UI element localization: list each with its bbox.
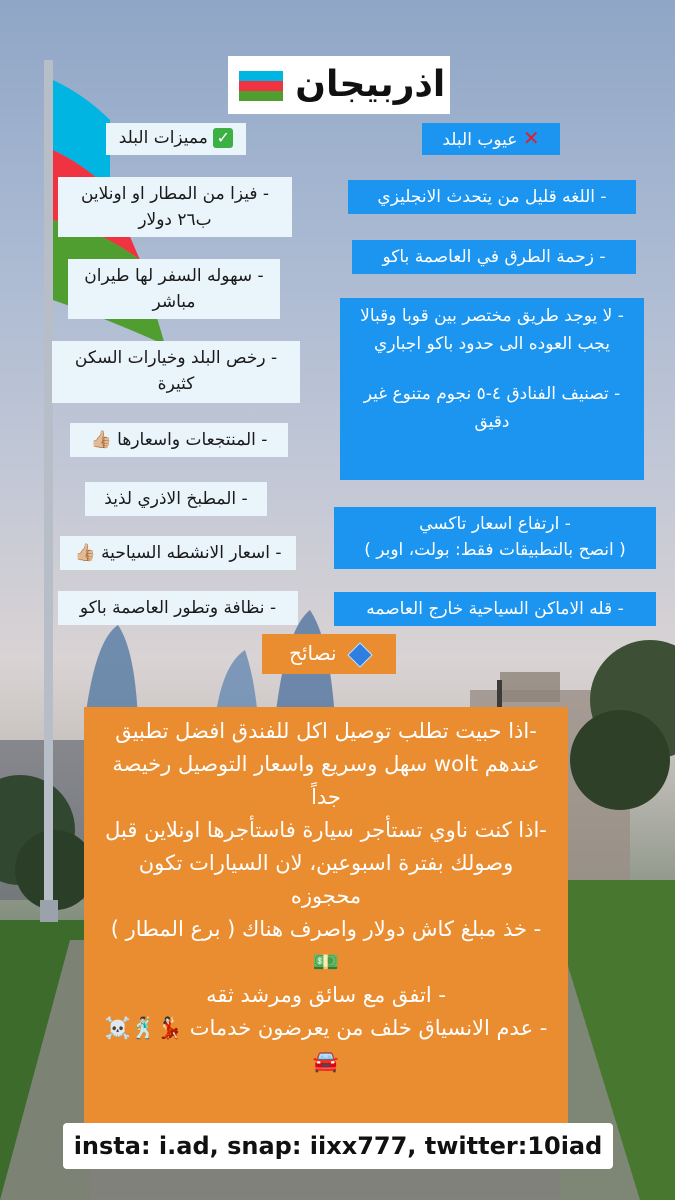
pro-item: - اسعار الانشطه السياحية 👍🏼: [60, 536, 296, 570]
cons-header-label: عيوب البلد: [442, 130, 518, 150]
con-item-text: - لا يوجد طريق مختصر بين قوبا وقبالا يجب العوده الى حدود باكو اجباري: [360, 306, 624, 354]
country-title: اذربيجان: [295, 64, 446, 105]
tips-box: [84, 707, 568, 1123]
con-item-text: ( انصح بالتطبيقات فقط: بولت، اوبر ): [364, 540, 626, 560]
con-item: - قله الاماكن السياحية خارج العاصمه: [334, 592, 656, 626]
pro-item: - نظافة وتطور العاصمة باكو: [58, 591, 298, 625]
cons-header: [422, 123, 560, 155]
con-item: - اللغه قليل من يتحدث الانجليزي: [348, 180, 636, 214]
con-item-text: - ارتفاع اسعار تاكسي: [419, 514, 571, 534]
tips-header-label: نصائح: [289, 641, 337, 665]
con-item: - زحمة الطرق في العاصمة باكو: [352, 240, 636, 274]
tip-item: -اذا حبيت تطلب توصيل اكل للفندق افضل تطبيق عندهم wolt سهل وسريع واسعار التوصيل رخيصة جداً: [112, 719, 540, 809]
check-mark-icon: ✓: [213, 128, 233, 148]
cross-mark-icon: ✕: [522, 126, 540, 150]
social-handles-text: insta: i.ad, snap: iixx777, twitter:10iad: [73, 1132, 603, 1160]
azerbaijan-flag-icon: [239, 71, 283, 101]
tip-item: - اتفق مع سائق ومرشد ثقه: [206, 983, 446, 1007]
pro-item: - رخص البلد وخيارات السكن كثيرة: [52, 341, 300, 403]
con-item: [334, 507, 656, 569]
pro-item: - سهوله السفر لها طيران مباشر: [68, 259, 280, 319]
pro-item: - المنتجعات واسعارها 👍🏼: [70, 423, 288, 457]
tips-header: [262, 634, 396, 674]
tip-item: -اذا كنت ناوي تستأجر سيارة فاستأجرها اونلاين قبل وصولك بفترة اسبوعين، لان السيارات تكون محجوزه: [105, 818, 547, 908]
tip-item: - خذ مبلغ كاش دولار واصرف هناك ( برع المطار ) 💵: [110, 917, 542, 974]
pro-item: - المطبخ الاذري لذيذ: [85, 482, 267, 516]
con-item-text: - تصنيف الفنادق ٤-٥ نجوم متنوع غير دقيق: [363, 384, 621, 432]
con-item: [340, 298, 644, 480]
pros-header-label: مميزات البلد: [118, 128, 208, 148]
title-box: [228, 56, 450, 114]
social-handles-footer: [63, 1123, 613, 1169]
pros-header: [106, 123, 246, 155]
tip-item: - عدم الانسياق خلف من يعرضون خدمات 💃🏻🕺🏻☠️🚘: [104, 1016, 548, 1073]
pro-item: - فيزا من المطار او اونلاين ب٢٦ دولار: [58, 177, 292, 237]
blue-diamond-icon: [347, 642, 372, 667]
